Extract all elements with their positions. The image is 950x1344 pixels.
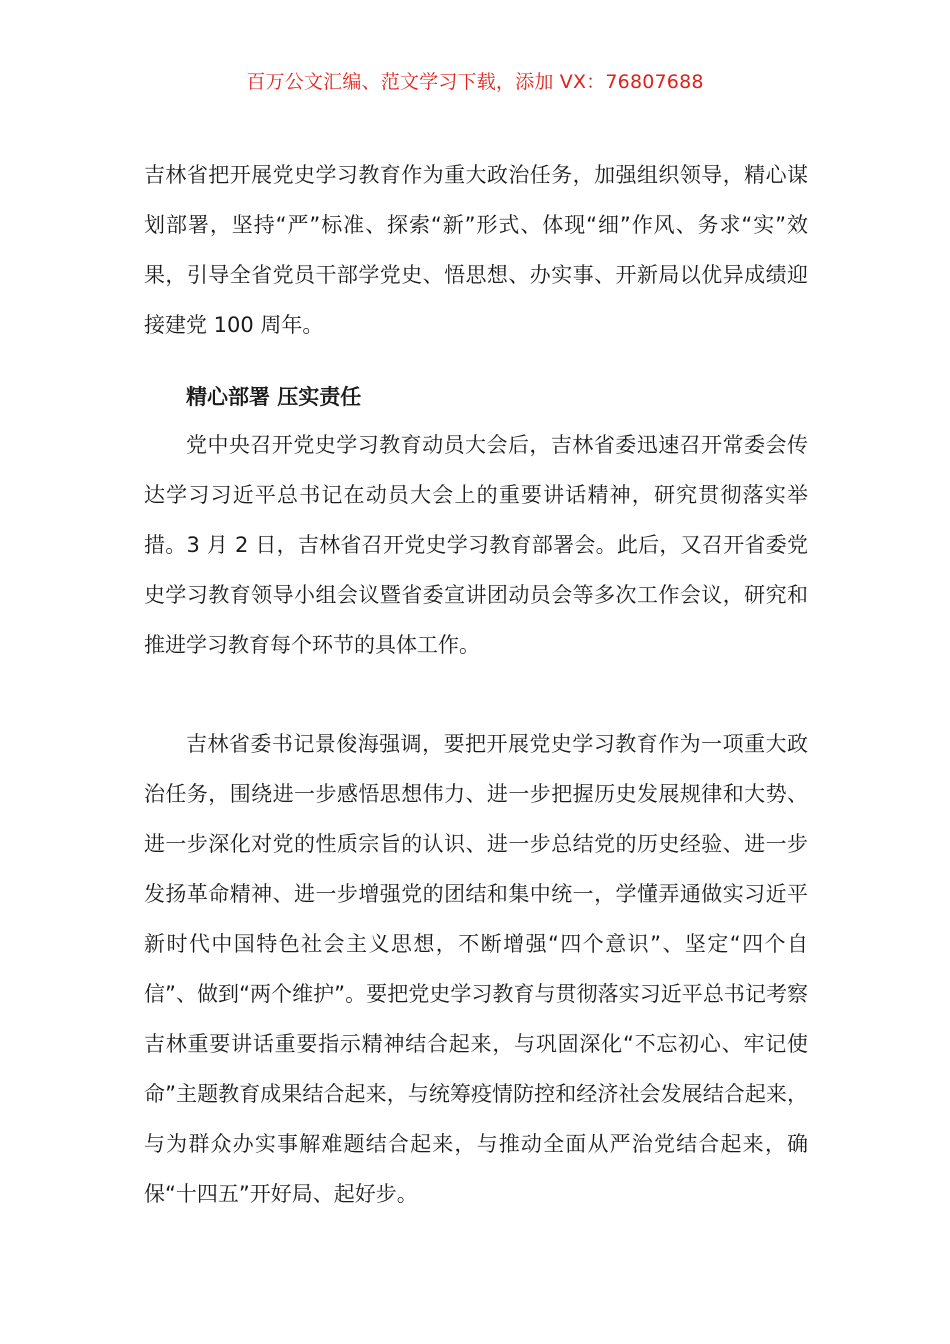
body-paragraph-3: 吉林省委书记景俊海强调，要把开展党史学习教育作为一项重大政治任务，围绕进一步感悟思想伟力、进一步把握历史发展规律和大势、进一步深化对党的性质宗旨的认识、进一步总结党的历史经验、进一步发扬革命精神、进一步增强党的团结和集中统一，学懂弄通做实习近平新时代中国特色社会主义思想，不断增强“四个意识”、坚定“四个自信”、做到“两个维护”。要把党史学习教育与贯彻落实习近平总书记考察吉林重要讲话重要指示精神结合起来，与巩固深化“不忘初心、牢记使命”主题教育成果结合起来，与统筹疫情防控和经济社会发展结合起来，与为群众办实事解难题结合起来，与推动全面从严治党结合起来，确保“十四五”开好局、起好步。 xyxy=(144,732,808,1206)
header-banner: 百万公文汇编、范文学习下载，添加 VX：76807688 xyxy=(246,71,704,93)
body-paragraph-2: 党中央召开党史学习教育动员大会后，吉林省委迅速召开常委会传达学习习近平总书记在动员大会上的重要讲话精神，研究贯彻落实举措。3 月 2 日，吉林省召开党史学习教育部署会。此后，又召开省委党史学习教育领导小组会议暨省委宣讲团动员会等多次工作会议，研究和推进学习教育每个环节的具体工作。 xyxy=(144,433,808,657)
intro-paragraph: 吉林省把开展党史学习教育作为重大政治任务，加强组织领导，精心谋划部署，坚持“严”标准、探索“新”形式、体现“细”作风、务求“实”效果，引导全省党员干部学党史、悟思想、办实事、开新局以优异成绩迎接建党 100 周年。 xyxy=(144,163,808,337)
section-heading: 精心部署 压实责任 xyxy=(186,385,362,409)
